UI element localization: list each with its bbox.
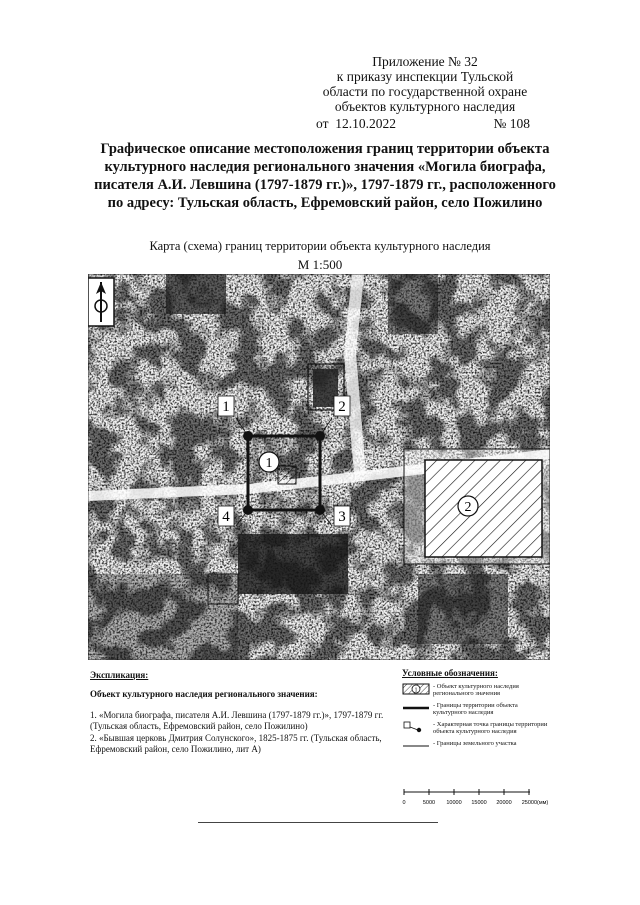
order-reference-line: объектов культурного наследия (334, 99, 516, 114)
ruler-tick: 10000 (446, 800, 462, 806)
tree-cluster (166, 274, 226, 314)
territory-boundary-icon (402, 702, 430, 714)
boundary-map (88, 274, 550, 660)
document-header (300, 54, 550, 131)
order-reference-line: к приказу инспекции Тульской (336, 69, 514, 84)
document-title: Графическое описание местоположения границ территории объекта культурного наследия регионального значения «Могила биографа, писателя А.И. Левшина (1797-1879 гг.)», 1797-1879 гг., расположенного по адресу: Тульская область, Ефремовский район, село Пожилино (94, 141, 556, 211)
ruler-tick: 5000 (422, 800, 436, 806)
explication-subheading: Объект культурного наследия регионального значения: (90, 689, 318, 699)
field-area (88, 574, 238, 660)
signature-line (198, 822, 438, 823)
map-scale: М 1:500 (297, 257, 343, 272)
object-1-area (278, 466, 296, 484)
north-arrow-icon (88, 278, 114, 326)
land-plot-boundary-icon (402, 740, 430, 752)
order-date-number (300, 116, 550, 131)
svg-text:1: 1 (414, 687, 418, 693)
explication-heading: Экспликация: (90, 670, 149, 680)
explication (90, 670, 390, 755)
legend-item: 1 - Объект культурного наследия регионального значения (402, 683, 552, 698)
legend-heading: Условные обозначения: (402, 668, 498, 678)
point-label-1: 1 (222, 399, 230, 415)
ruler-tick: 0 (402, 800, 406, 806)
object-2-label: 2 (464, 500, 472, 515)
tree-cluster (418, 574, 508, 644)
legend-item: - Границы территории объекта культурного наследия (402, 702, 552, 717)
tree-cluster (388, 274, 438, 334)
building-footprint (238, 534, 348, 594)
point-label-3: 3 (338, 509, 346, 525)
ruler-tick: 25000(мм) (521, 800, 549, 806)
scale-ruler (402, 786, 552, 808)
order-date: от 12.10.2022 (316, 116, 396, 131)
point-label-2: 2 (338, 399, 346, 415)
object-1-label: 1 (265, 456, 273, 471)
ruler-tick: 15000 (471, 800, 487, 806)
explication-item-2: 2. «Бывшая церковь Дмитрия Солунского», 1825-1875 гг. (Тульская область, Ефремовский район, село Пожилино, лит А) (90, 733, 382, 754)
ruler-tick: 20000 (496, 800, 512, 806)
legend-item: - Границы земельного участка (402, 740, 552, 752)
boundary-point-icon (402, 721, 430, 733)
order-number: № 108 (493, 116, 530, 131)
legend (402, 670, 552, 756)
legend-item: - Характерная точка границы территории объекта культурного наследия (402, 721, 552, 736)
order-reference-line: области по государственной охране (322, 84, 528, 99)
map-caption: Карта (схема) границ территории объекта культурного наследия (149, 239, 491, 253)
hatched-object-icon (402, 683, 430, 695)
point-label-4: 4 (222, 509, 230, 525)
explication-item-1: 1. «Могила биографа, писателя А.И. Левшина (1797-1879 гг.)», 1797-1879 гг. (Тульская область, Ефремовский район, село Пожилино) (90, 710, 384, 731)
object-2-area (425, 460, 542, 557)
appendix-number: Приложение № 32 (372, 54, 478, 69)
